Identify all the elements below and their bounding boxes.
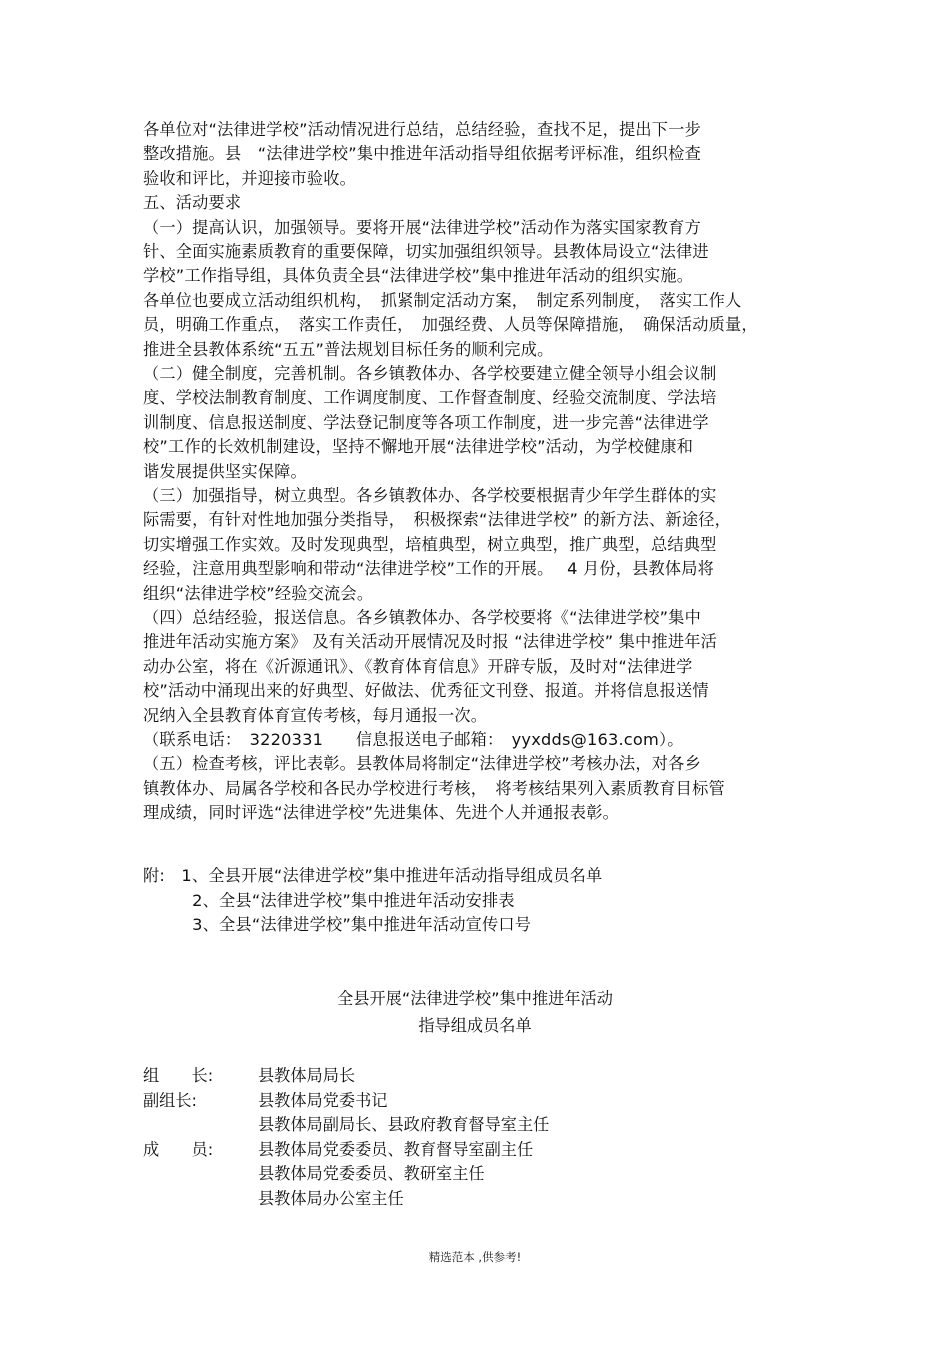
body-line: 推进年活动实施方案》 及有关活动开展情况及时报 “法律进学校” 集中推进年活 xyxy=(143,632,717,652)
body-line: 谐发展提供坚实保障。 xyxy=(143,461,307,481)
attachment-item: 附: 1、全县开展“法律进学校”集中推进年活动指导组成员名单 xyxy=(143,866,603,885)
body-line: 组织“法律进学校”经验交流会。 xyxy=(143,583,374,603)
body-line: （一）提高认识，加强领导。要将开展“法律进学校”活动作为落实国家教育方 xyxy=(143,217,701,237)
body-line: 员，明确工作重点， 落实工作责任， 加强经费、人员等保障措施， 确保活动质量， xyxy=(143,315,758,335)
body-line: 推进全县教体系统“五五”普法规划目标任务的顺利完成。 xyxy=(143,339,554,359)
roster-subtitle: 指导组成员名单 xyxy=(418,1016,532,1035)
body-line: 理成绩，同时评选“法律进学校”先进集体、先进个人并通报表彰。 xyxy=(143,803,620,823)
body-line: 切实增强工作实效。及时发现典型，培植典型，树立典型，推广典型，总结典型 xyxy=(143,534,717,554)
body-line: 际需要，有针对性地加强分类指导， 积极探索“法律进学校” 的新方法、新途径， xyxy=(143,510,731,530)
body-line: （联系电话： 3220331 信息报送电子邮箱： yyxdds@163.com）。 xyxy=(143,730,684,749)
body-line: 学校”工作指导组，具体负责全县“法律进学校”集中推进年活动的组织实施。 xyxy=(143,266,694,286)
body-line: 训制度、信息报送制度、学法登记制度等各项工作制度，进一步完善“法律进学 xyxy=(143,412,709,432)
roster-title: 全县开展“法律进学校”集中推进年活动 xyxy=(337,989,613,1008)
body-line: 五、活动要求 xyxy=(143,193,242,213)
body-line: 整改措施。县 “法律进学校”集中推进年活动指导组依据考评标准，组织检查 xyxy=(143,144,701,164)
body-line: （五）检查考核，评比表彰。县教体局将制定“法律进学校”考核办法，对各乡 xyxy=(143,754,701,774)
roster-duty: 县教体局党委委员、教研室主任 xyxy=(258,1164,485,1183)
roster-duty: 县教体局党委书记 xyxy=(258,1090,388,1110)
body-line: 校”活动中涌现出来的好典型、好做法、优秀征文刊登、报道。并将信息报送情 xyxy=(143,681,709,701)
attachment-item: 2、全县“法律进学校”集中推进年活动安排表 xyxy=(143,890,515,910)
roster-duty: 县教体局办公室主任 xyxy=(258,1188,404,1208)
roster-duty: 县教体局副局长、县政府教育督导室主任 xyxy=(258,1115,550,1134)
attachment-item: 3、全县“法律进学校”集中推进年活动宣传口号 xyxy=(143,915,532,934)
roster-role: 副组长: xyxy=(143,1090,198,1110)
roster-role: 组 长: xyxy=(143,1066,214,1085)
body-line: 况纳入全县教育体育宣传考核，每月通报一次。 xyxy=(143,705,488,725)
roster-role: 成 员: xyxy=(143,1139,214,1159)
body-line: （三）加强指导，树立典型。各乡镇教体办、各学校要根据青少年学生群体的实 xyxy=(143,486,717,505)
roster-duty: 县教体局局长 xyxy=(258,1066,356,1085)
page-footer: 精选范本 ,供参考! xyxy=(428,1250,522,1264)
body-line: 动办公室，将在《沂源通讯》、《教育体育信息》开辟专版，及时对“法律进学 xyxy=(143,656,693,676)
body-line: （二）健全制度，完善机制。各乡镇教体办、各学校要建立健全领导小组会议制 xyxy=(143,364,717,383)
body-line: 度、学校法制教育制度、工作调度制度、工作督查制度、经验交流制度、学法培 xyxy=(143,388,717,408)
body-line: （四）总结经验，报送信息。各乡镇教体办、各学校要将《“法律进学校”集中 xyxy=(143,608,701,627)
body-line: 各单位对“法律进学校”活动情况进行总结，总结经验，查找不足，提出下一步 xyxy=(143,120,701,139)
body-line: 经验，注意用典型影响和带动“法律进学校”工作的开展。 4 月份，县教体局将 xyxy=(143,559,715,579)
body-line: 针、全面实施素质教育的重要保障，切实加强组织领导。县教体局设立“法律进 xyxy=(143,242,709,261)
body-line: 校”工作的长效机制建设，坚持不懈地开展“法律进学校”活动，为学校健康和 xyxy=(143,437,694,457)
body-line: 验收和评比，并迎接市验收。 xyxy=(143,168,357,188)
body-line: 各单位也要成立活动组织机构， 抓紧制定活动方案， 制定系列制度， 落实工作人 xyxy=(143,290,742,310)
body-line: 镇教体办、局属各学校和各民办学校进行考核， 将考核结果列入素质教育目标管 xyxy=(143,778,725,798)
roster-duty: 县教体局党委委员、教育督导室副主任 xyxy=(258,1139,534,1159)
